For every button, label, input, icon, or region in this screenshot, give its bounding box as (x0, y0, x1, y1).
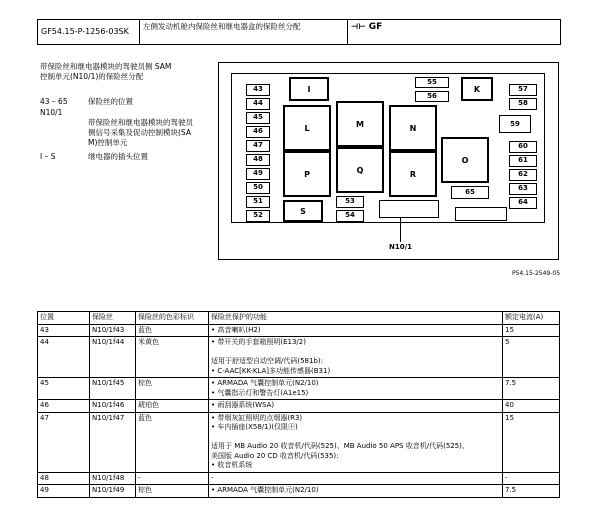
cell-current: 15 (503, 412, 560, 472)
connector-block (379, 200, 439, 218)
table-row (38, 378, 560, 400)
relay-L: L (283, 105, 331, 151)
cell-color: 棕色 (136, 378, 209, 400)
cell-color: 琥珀色 (136, 400, 209, 413)
table-row (38, 324, 560, 337)
function-line: • 车内插座(X58/1)(仅限㊉) (211, 423, 298, 431)
component-label: N10/1 (389, 243, 413, 251)
function-line: • 带开关的手套箱照明(E13/2) (211, 338, 306, 346)
cell-function (209, 337, 503, 378)
fuse-62: 62 (509, 169, 537, 181)
legend-desc (88, 152, 206, 162)
legend-key: 43 – 65 (40, 97, 68, 106)
cell-current: 7.5 (503, 485, 560, 498)
col-header-fuse: 保险丝 (90, 312, 136, 325)
col-header-position: 位置 (38, 312, 90, 325)
function-line: 美国版 Audio 20 CD 收音机/代码(535): (211, 451, 339, 460)
fuse-55: 55 (415, 77, 449, 88)
fuse-59: 59 (499, 115, 531, 133)
table-header-row (38, 312, 560, 325)
legend-key: N10/1 (40, 108, 63, 117)
intro-heading (40, 62, 171, 82)
relay-S: S (283, 200, 323, 222)
cell-function (209, 400, 503, 413)
cell-function (209, 378, 503, 400)
fuse-58: 58 (509, 98, 537, 110)
function-line: 适用于 MB Audio 20 收音机/代码(525)、MB Audio 50 APS 收音机/代码(525)、 (211, 442, 469, 450)
relay-M: M (336, 101, 384, 147)
symbol-cell (348, 20, 560, 44)
legend-desc (88, 97, 206, 107)
relay-O: O (441, 137, 489, 183)
fuse-54: 54 (336, 210, 364, 222)
cell-position: 45 (38, 378, 90, 400)
fuse-45: 45 (246, 112, 270, 124)
cell-color: 米黄色 (136, 337, 209, 378)
table-row (38, 412, 560, 472)
relay-R: R (389, 151, 437, 197)
function-line (211, 348, 500, 358)
legend-desc-line (88, 108, 208, 118)
fuse-64: 64 (509, 197, 537, 209)
function-line: • 雨刮器系统(WSA) (211, 401, 275, 409)
fuse-60: 60 (509, 141, 537, 153)
col-header-function: 保险丝保护的功能 (209, 312, 503, 325)
cell-position: 43 (38, 324, 90, 337)
fuse-box-diagram (218, 62, 559, 260)
relay-Q: Q (336, 147, 384, 193)
fuse-43: 43 (246, 84, 270, 96)
cell-fuse: N10/1f44 (90, 337, 136, 378)
cell-current: 15 (503, 324, 560, 337)
function-line: 适用于舒适型自动空调/代码(581b): (211, 357, 323, 365)
function-line: • 气囊指示灯和警告灯(A1e15) (211, 388, 309, 397)
table-row (38, 400, 560, 413)
table-row (38, 337, 560, 378)
doc-title: 左侧发动机舱内保险丝和继电器盒的保险丝分配 (140, 20, 348, 44)
cell-color: 蓝色 (136, 412, 209, 472)
cell-position: 44 (38, 337, 90, 378)
function-line: • ARMADA 气囊控制单元(N2/10) (211, 379, 319, 387)
fuse-44: 44 (246, 98, 270, 110)
relay-K: K (461, 77, 493, 101)
fuse-65: 65 (451, 186, 489, 199)
legend-desc-line: 继电器的插头位置 (88, 152, 148, 161)
legend-desc-line: 保险丝的位置 (88, 97, 133, 106)
connector-block (455, 207, 507, 221)
col-header-current: 额定电流(A) (503, 312, 560, 325)
fuse-56: 56 (415, 91, 449, 102)
fuse-63: 63 (509, 183, 537, 195)
document-header (37, 19, 561, 45)
legend-key: I – S (40, 152, 56, 161)
cell-position: 49 (38, 485, 90, 498)
function-line: • 收音机系统 (211, 461, 253, 469)
cell-fuse: N10/1f47 (90, 412, 136, 472)
function-line: • C-AAC[KK-KLA]多功能传感器(B31) (211, 366, 331, 375)
col-header-color: 保险丝的色彩标识 (136, 312, 209, 325)
cell-fuse: N10/1f45 (90, 378, 136, 400)
legend-desc-line: 侧信号采集及促动控制模块(SA (88, 128, 191, 137)
cell-current: 40 (503, 400, 560, 413)
cell-color: 棕色 (136, 485, 209, 498)
cell-position: 47 (38, 412, 90, 472)
cell-current: - (503, 472, 560, 485)
function-line: • 高音喇叭(H2) (211, 325, 261, 334)
cell-color: 蓝色 (136, 324, 209, 337)
function-line (211, 433, 500, 443)
legend-desc-line: 带保险丝和继电器模块的驾驶员 (88, 118, 193, 127)
cell-current: 5 (503, 337, 560, 378)
legend-desc-line: M)控制单元 (88, 138, 128, 147)
function-line: - (211, 473, 214, 482)
cell-position: 46 (38, 400, 90, 413)
intro-heading-line: 带保险丝和继电器模块的驾驶员侧 SAM (40, 62, 172, 71)
table-row (38, 485, 560, 498)
fuse-46: 46 (246, 126, 270, 138)
symbol-code: GF (368, 22, 383, 32)
function-line: • ARMADA 气囊控制单元(N2/10) (211, 486, 319, 494)
relay-I: I (289, 77, 329, 101)
cell-fuse: N10/1f49 (90, 485, 136, 498)
fuse-57: 57 (509, 84, 537, 96)
function-line: • 带烟灰缸照明的点烟器(R3) (211, 413, 303, 422)
intro-heading-line: 控制单元(N10/1)的保险丝分配 (40, 72, 144, 81)
doc-id: GF54.15-P-1256-03SK (38, 20, 140, 44)
figure-id: P54.15-2549-05 (512, 270, 561, 277)
fuse-48: 48 (246, 154, 270, 166)
fuse-50: 50 (246, 182, 270, 194)
cell-color: - (136, 472, 209, 485)
fuse-49: 49 (246, 168, 270, 180)
fuse-51: 51 (246, 196, 270, 208)
fuse-61: 61 (509, 155, 537, 167)
cell-function (209, 472, 503, 485)
fuse-53: 53 (336, 196, 364, 208)
cell-current: 7.5 (503, 378, 560, 400)
leader-line (400, 218, 401, 242)
plug-symbol-icon: ⊣⊢ (351, 22, 366, 31)
relay-N: N (389, 105, 437, 151)
legend-desc (88, 108, 208, 148)
fuse-52: 52 (246, 210, 270, 222)
table-row (38, 472, 560, 485)
fuse-47: 47 (246, 140, 270, 152)
relay-P: P (283, 151, 331, 197)
cell-position: 48 (38, 472, 90, 485)
cell-fuse: N10/1f48 (90, 472, 136, 485)
cell-function (209, 412, 503, 472)
cell-fuse: N10/1f46 (90, 400, 136, 413)
fuse-table (37, 311, 560, 498)
cell-function (209, 324, 503, 337)
cell-function (209, 485, 503, 498)
cell-fuse: N10/1f43 (90, 324, 136, 337)
